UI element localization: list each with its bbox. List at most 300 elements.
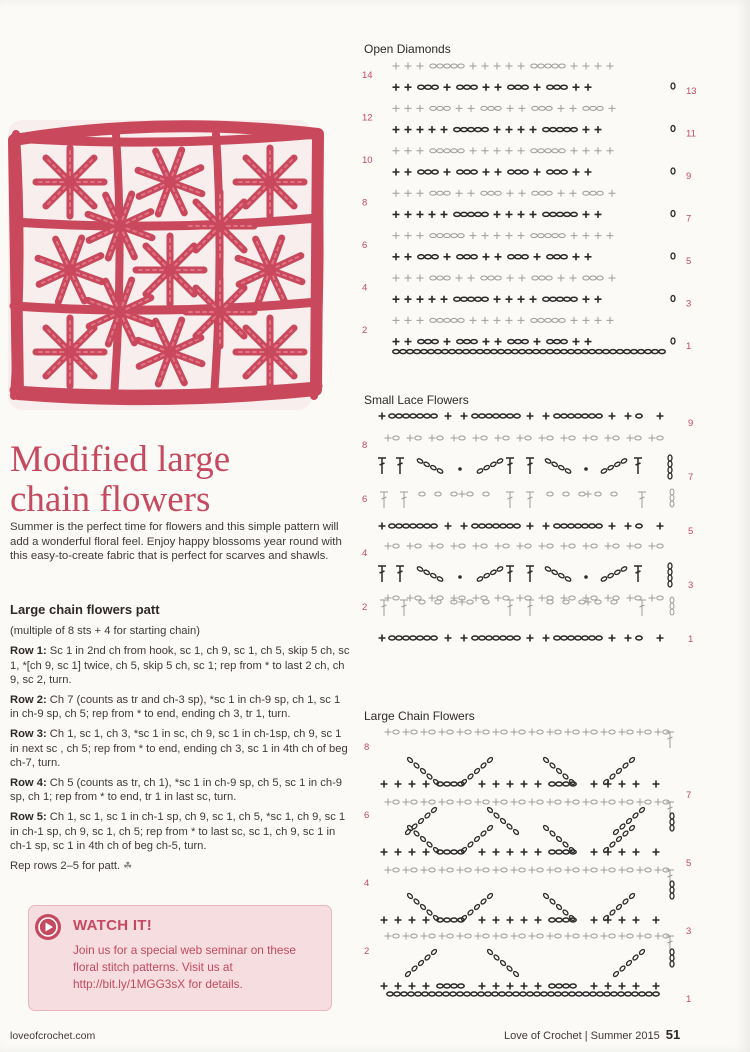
chain-symbol: [485, 992, 491, 996]
chain-symbol: [617, 350, 623, 354]
sc-symbol: [429, 211, 436, 218]
chain-symbol: [430, 64, 436, 68]
chain-symbol: [563, 492, 569, 496]
sc-symbol: [494, 317, 501, 324]
chain-symbol: [522, 85, 528, 89]
chain-symbol: [500, 818, 507, 825]
chain-symbol: [507, 414, 513, 418]
sc-symbol: [457, 799, 464, 806]
chain-symbol: [508, 340, 514, 344]
sc-symbol: [543, 523, 550, 530]
sc-symbol: [468, 105, 475, 112]
row-number: 3: [686, 298, 692, 310]
sc-symbol: [625, 635, 632, 642]
chain-symbol: [463, 350, 469, 354]
chain-symbol: [486, 636, 492, 640]
chain-symbol: [501, 868, 507, 872]
sc-symbol: [619, 933, 626, 940]
chain-symbol: [444, 918, 450, 922]
chain-symbol: [493, 524, 499, 528]
sc-symbol: [441, 296, 448, 303]
flower-center: [264, 264, 276, 276]
chain-symbol: [451, 782, 457, 786]
chain-symbol: [532, 191, 538, 195]
chain-symbol: [480, 830, 487, 837]
sc-symbol: [482, 317, 489, 324]
flower-center: [214, 220, 226, 232]
sc-symbol: [583, 729, 590, 736]
sc-symbol: [482, 63, 489, 70]
sc-symbol: [530, 211, 537, 218]
chain-symbol: [451, 850, 457, 854]
chain-symbol: [556, 768, 563, 775]
chain-symbol: [671, 126, 675, 132]
chain-symbol: [411, 800, 417, 804]
chain-symbol: [525, 544, 531, 548]
chain-symbol: [601, 468, 608, 474]
chain-symbol: [424, 812, 431, 819]
chain-symbol: [583, 106, 589, 110]
pattern-row: [10, 693, 350, 722]
sc-symbol: [653, 781, 660, 788]
multiple-note: (multiple of 8 sts + 4 for starting chain): [10, 625, 200, 637]
sc-symbol: [445, 413, 452, 420]
chain-symbol: [554, 524, 560, 528]
sc-symbol: [494, 63, 501, 70]
chain-symbol: [507, 524, 513, 528]
chain-symbol: [403, 636, 409, 640]
sc-symbol: [379, 523, 386, 530]
sc-symbol: [519, 275, 526, 282]
crochet-swatch-photo: [0, 90, 330, 420]
chain-symbol: [610, 350, 616, 354]
sc-symbol: [519, 105, 526, 112]
chain-symbol: [401, 992, 407, 996]
chain-symbol: [549, 984, 555, 988]
sc-symbol: [558, 275, 565, 282]
sc-symbol: [493, 849, 500, 856]
chain-symbol: [514, 414, 520, 418]
sc-symbol: [385, 435, 392, 442]
sc-symbol: [657, 413, 664, 420]
chain-symbol: [442, 350, 448, 354]
chain-symbol: [539, 106, 545, 110]
chain-symbol: [568, 524, 574, 528]
chain-symbol: [545, 318, 551, 322]
chain-symbol: [443, 992, 449, 996]
sc-symbol: [517, 543, 524, 550]
chain-symbol: [670, 893, 674, 899]
chain-symbol: [559, 149, 565, 153]
chain-symbol: [432, 85, 438, 89]
chain-symbol: [457, 170, 463, 174]
sc-symbol: [535, 983, 542, 990]
chain-symbol: [626, 818, 633, 825]
sc-symbol: [493, 799, 500, 806]
sc-symbol: [653, 849, 660, 856]
sc-symbol: [417, 296, 424, 303]
sc-symbol: [601, 933, 608, 940]
chain-symbol: [668, 473, 672, 479]
chain-symbol: [482, 297, 488, 301]
sc-symbol: [518, 296, 525, 303]
chain-symbol: [563, 918, 569, 922]
play-icon[interactable]: [35, 914, 61, 940]
chain-symbol: [424, 636, 430, 640]
chain-symbol: [583, 191, 589, 195]
chain-symbol: [519, 350, 525, 354]
chain-symbol: [471, 85, 477, 89]
chain-symbol: [631, 350, 637, 354]
chart-title-large-chain-flowers: Large Chain Flowers: [364, 709, 475, 723]
row-number: 7: [688, 472, 694, 483]
chain-symbol: [432, 340, 438, 344]
sc-symbol: [495, 253, 502, 260]
flower-center: [164, 264, 176, 276]
sc-symbol: [483, 253, 490, 260]
article-intro: Summer is the perfect time for flowers and this simple pattern will add a wonderful floral feel. Enjoy happy blossoms year round with this easy-to-create fabric that is perfect for scarves and shawls.: [10, 521, 342, 562]
chain-symbol: [591, 596, 597, 600]
chain-symbol: [474, 904, 481, 911]
sc-symbol: [479, 983, 486, 990]
chain-symbol: [475, 212, 481, 216]
chain-symbol: [470, 350, 476, 354]
sc-symbol: [591, 983, 598, 990]
chain-symbol: [483, 730, 489, 734]
tr-symbol: [400, 492, 408, 508]
chain-symbol: [639, 992, 645, 996]
chain-symbol: [652, 350, 658, 354]
chain-symbol: [413, 830, 420, 837]
chain-symbol: [431, 636, 437, 640]
sc-symbol: [393, 296, 400, 303]
flower-center: [164, 176, 176, 188]
chain-symbol: [508, 170, 514, 174]
chain-symbol: [394, 992, 400, 996]
chain-symbol: [444, 191, 450, 195]
sc-symbol: [507, 983, 514, 990]
chain-symbol: [668, 461, 672, 467]
sc-symbol: [543, 635, 550, 642]
flower-center: [114, 220, 126, 232]
watch-it-box: [28, 905, 332, 1011]
chain-symbol: [393, 596, 399, 600]
chain-symbol: [545, 458, 552, 464]
chain-symbol: [451, 984, 457, 988]
sc-symbol: [495, 543, 502, 550]
sc-symbol: [456, 275, 463, 282]
chain-symbol: [645, 934, 651, 938]
chain-symbol: [565, 576, 572, 582]
chain-symbol: [616, 904, 623, 911]
sc-symbol: [494, 211, 501, 218]
chain-symbol: [429, 992, 435, 996]
chain-symbol: [554, 170, 560, 174]
chain-symbol: [533, 350, 539, 354]
chain-symbol: [568, 350, 574, 354]
sc-symbol: [475, 867, 482, 874]
sc-symbol: [521, 917, 528, 924]
chain-symbol: [556, 850, 562, 854]
watch-it-text[interactable]: Join us for a special web seminar on these floral stitch patterns. Visit us at http://bit.ly/1MGG3sX for details.: [73, 943, 296, 991]
chain-symbol: [454, 212, 460, 216]
sc-symbol: [653, 917, 660, 924]
chain-symbol: [522, 255, 528, 259]
sc-symbol: [483, 84, 490, 91]
sc-symbol: [649, 435, 656, 442]
chain-symbol: [552, 318, 558, 322]
sc-symbol: [405, 126, 412, 133]
chain-symbol: [475, 128, 481, 132]
sc-symbol: [494, 147, 501, 154]
chain-symbol: [670, 597, 674, 603]
chain-symbol: [562, 992, 568, 996]
chain-symbol: [595, 492, 601, 496]
chain-symbol: [611, 492, 617, 496]
chain-symbol: [670, 489, 674, 495]
chain-symbol: [450, 992, 456, 996]
chain-symbol: [627, 934, 633, 938]
chain-symbol: [541, 992, 547, 996]
sc-symbol: [385, 543, 392, 550]
sc-symbol: [558, 190, 565, 197]
chain-symbol: [515, 85, 521, 89]
sc-symbol: [507, 917, 514, 924]
tr-symbol: [526, 458, 534, 474]
sc-symbol: [421, 729, 428, 736]
sc-symbol: [573, 84, 580, 91]
sc-symbol: [403, 729, 410, 736]
row-number: 3: [686, 926, 692, 937]
sc-symbol: [571, 232, 578, 239]
chain-symbol: [554, 255, 560, 259]
row-number: 4: [362, 548, 368, 559]
sc-symbol: [405, 232, 412, 239]
chain-symbol: [526, 350, 532, 354]
sc-symbol: [547, 933, 554, 940]
chain-symbol: [525, 436, 531, 440]
sc-symbol: [535, 849, 542, 856]
pattern-row: [10, 776, 350, 805]
chain-symbol: [426, 773, 433, 780]
chain-symbol: [426, 909, 433, 916]
sc-symbol: [609, 413, 616, 420]
chain-symbol: [512, 350, 518, 354]
sc-symbol: [405, 147, 412, 154]
chain-symbol: [429, 730, 435, 734]
chain-symbol: [561, 255, 567, 259]
chain-symbol: [545, 64, 551, 68]
chain-symbol: [554, 636, 560, 640]
chain-symbol: [447, 868, 453, 872]
flower-center: [214, 306, 226, 318]
chain-symbol: [561, 414, 567, 418]
chain-symbol: [413, 898, 420, 905]
chain-symbol: [465, 730, 471, 734]
sc-symbol: [475, 933, 482, 940]
sc-symbol: [518, 211, 525, 218]
chain-symbol: [393, 350, 399, 354]
sc-symbol: [461, 413, 468, 420]
chain-symbol: [609, 841, 616, 848]
tr-symbol: [634, 566, 642, 582]
chain-symbol: [447, 934, 453, 938]
chain-symbol: [432, 170, 438, 174]
sc-symbol: [511, 933, 518, 940]
chain-symbol: [555, 800, 561, 804]
chain-symbol: [590, 106, 596, 110]
sc-symbol: [473, 543, 480, 550]
chain-symbol: [414, 350, 420, 354]
row-number: 6: [364, 810, 370, 821]
chain-symbol: [569, 544, 575, 548]
chain-symbol: [483, 573, 490, 579]
chain-symbol: [407, 893, 414, 900]
chain-symbol: [638, 350, 644, 354]
sc-symbol: [573, 338, 580, 345]
chain-symbol: [444, 106, 450, 110]
sc-symbol: [409, 983, 416, 990]
chain-symbol: [457, 255, 463, 259]
sc-symbol: [506, 232, 513, 239]
chain-symbol: [410, 524, 416, 528]
repeat-note-text: Rep rows 2–5 for patt.: [10, 859, 121, 872]
sc-symbol: [493, 933, 500, 940]
sc-symbol: [583, 435, 590, 442]
chain-symbol: [413, 762, 420, 769]
sc-symbol: [605, 595, 612, 602]
chain-symbol: [389, 636, 395, 640]
chain-symbol: [614, 569, 621, 575]
chain-symbol: [589, 524, 595, 528]
footer-season: Summer 2015: [590, 1030, 660, 1042]
chain-symbol: [479, 524, 485, 528]
sc-symbol: [605, 543, 612, 550]
chain-symbol: [555, 934, 561, 938]
chain-symbol: [619, 823, 626, 830]
chain-symbol: [467, 600, 473, 604]
chain-symbol: [646, 992, 652, 996]
sc-symbol: [534, 253, 541, 260]
chain-symbol: [424, 414, 430, 418]
chain-symbol: [464, 992, 470, 996]
chain-symbol: [575, 636, 581, 640]
chain-symbol: [519, 934, 525, 938]
chain-symbol: [671, 253, 675, 259]
sc-symbol: [653, 983, 660, 990]
chain-symbol: [636, 524, 642, 528]
sc-symbol: [561, 435, 568, 442]
chain-symbol: [418, 255, 424, 259]
chain-symbol: [522, 170, 528, 174]
chain-symbol: [569, 596, 575, 600]
tr-symbol: [396, 566, 404, 582]
sc-symbol: [585, 338, 592, 345]
chain-symbol: [561, 524, 567, 528]
row-label: Row 1:: [10, 645, 47, 657]
chain-symbol: [557, 297, 563, 301]
sc-symbol: [405, 211, 412, 218]
chain-symbol: [451, 234, 457, 238]
sc-symbol: [423, 849, 430, 856]
chain-symbol: [437, 276, 443, 280]
chain-symbol: [538, 318, 544, 322]
sc-symbol: [429, 595, 436, 602]
chain-symbol: [405, 829, 412, 836]
chain-symbol: [393, 544, 399, 548]
chain-symbol: [537, 800, 543, 804]
sc-symbol: [479, 917, 486, 924]
chain-symbol: [629, 757, 636, 764]
sc-symbol: [417, 147, 424, 154]
sc-symbol: [493, 781, 500, 788]
chain-symbol: [557, 212, 563, 216]
sc-symbol: [607, 147, 614, 154]
chain-symbol: [467, 909, 474, 916]
chain-symbol: [419, 600, 425, 604]
chain-symbol: [437, 576, 444, 582]
flower-center: [264, 176, 276, 188]
chain-symbol: [444, 276, 450, 280]
sc-symbol: [475, 729, 482, 736]
sc-symbol: [518, 232, 525, 239]
chain-symbol: [543, 297, 549, 301]
chain-symbol: [625, 992, 631, 996]
chain-symbol: [424, 954, 431, 961]
chain-symbol: [527, 992, 533, 996]
sc-symbol: [461, 635, 468, 642]
row-number: 10: [362, 155, 373, 166]
sc-symbol: [407, 435, 414, 442]
sc-symbol: [547, 867, 554, 874]
chain-symbol: [539, 276, 545, 280]
chain-symbol: [437, 596, 443, 600]
chain-symbol: [501, 934, 507, 938]
chain-symbol: [417, 458, 424, 464]
chain-symbol: [415, 992, 421, 996]
chain-symbol: [447, 800, 453, 804]
chain-symbol: [444, 782, 450, 786]
sc-symbol: [583, 211, 590, 218]
chain-symbol: [562, 773, 569, 780]
chain-symbol: [582, 414, 588, 418]
row-number: 1: [688, 634, 694, 645]
chain-symbol: [549, 898, 556, 905]
chain-symbol: [451, 318, 457, 322]
row-number: 1: [686, 994, 692, 1005]
chain-symbol: [458, 234, 464, 238]
chain-symbol: [554, 85, 560, 89]
chain-symbol: [568, 636, 574, 640]
sc-symbol: [494, 296, 501, 303]
chain-symbol: [488, 106, 494, 110]
chain-symbol: [607, 573, 614, 579]
chain-symbol: [558, 573, 565, 579]
sc-symbol: [456, 105, 463, 112]
flower-center: [114, 306, 126, 318]
sc-symbol: [385, 729, 392, 736]
sc-symbol: [583, 126, 590, 133]
chain-symbol: [437, 64, 443, 68]
sc-symbol: [529, 867, 536, 874]
chain-symbol: [563, 782, 569, 786]
chain-symbol: [486, 524, 492, 528]
sc-symbol: [494, 126, 501, 133]
chain-symbol: [590, 276, 596, 280]
sc-symbol: [393, 84, 400, 91]
chain-symbol: [444, 850, 450, 854]
chain-symbol: [403, 414, 409, 418]
